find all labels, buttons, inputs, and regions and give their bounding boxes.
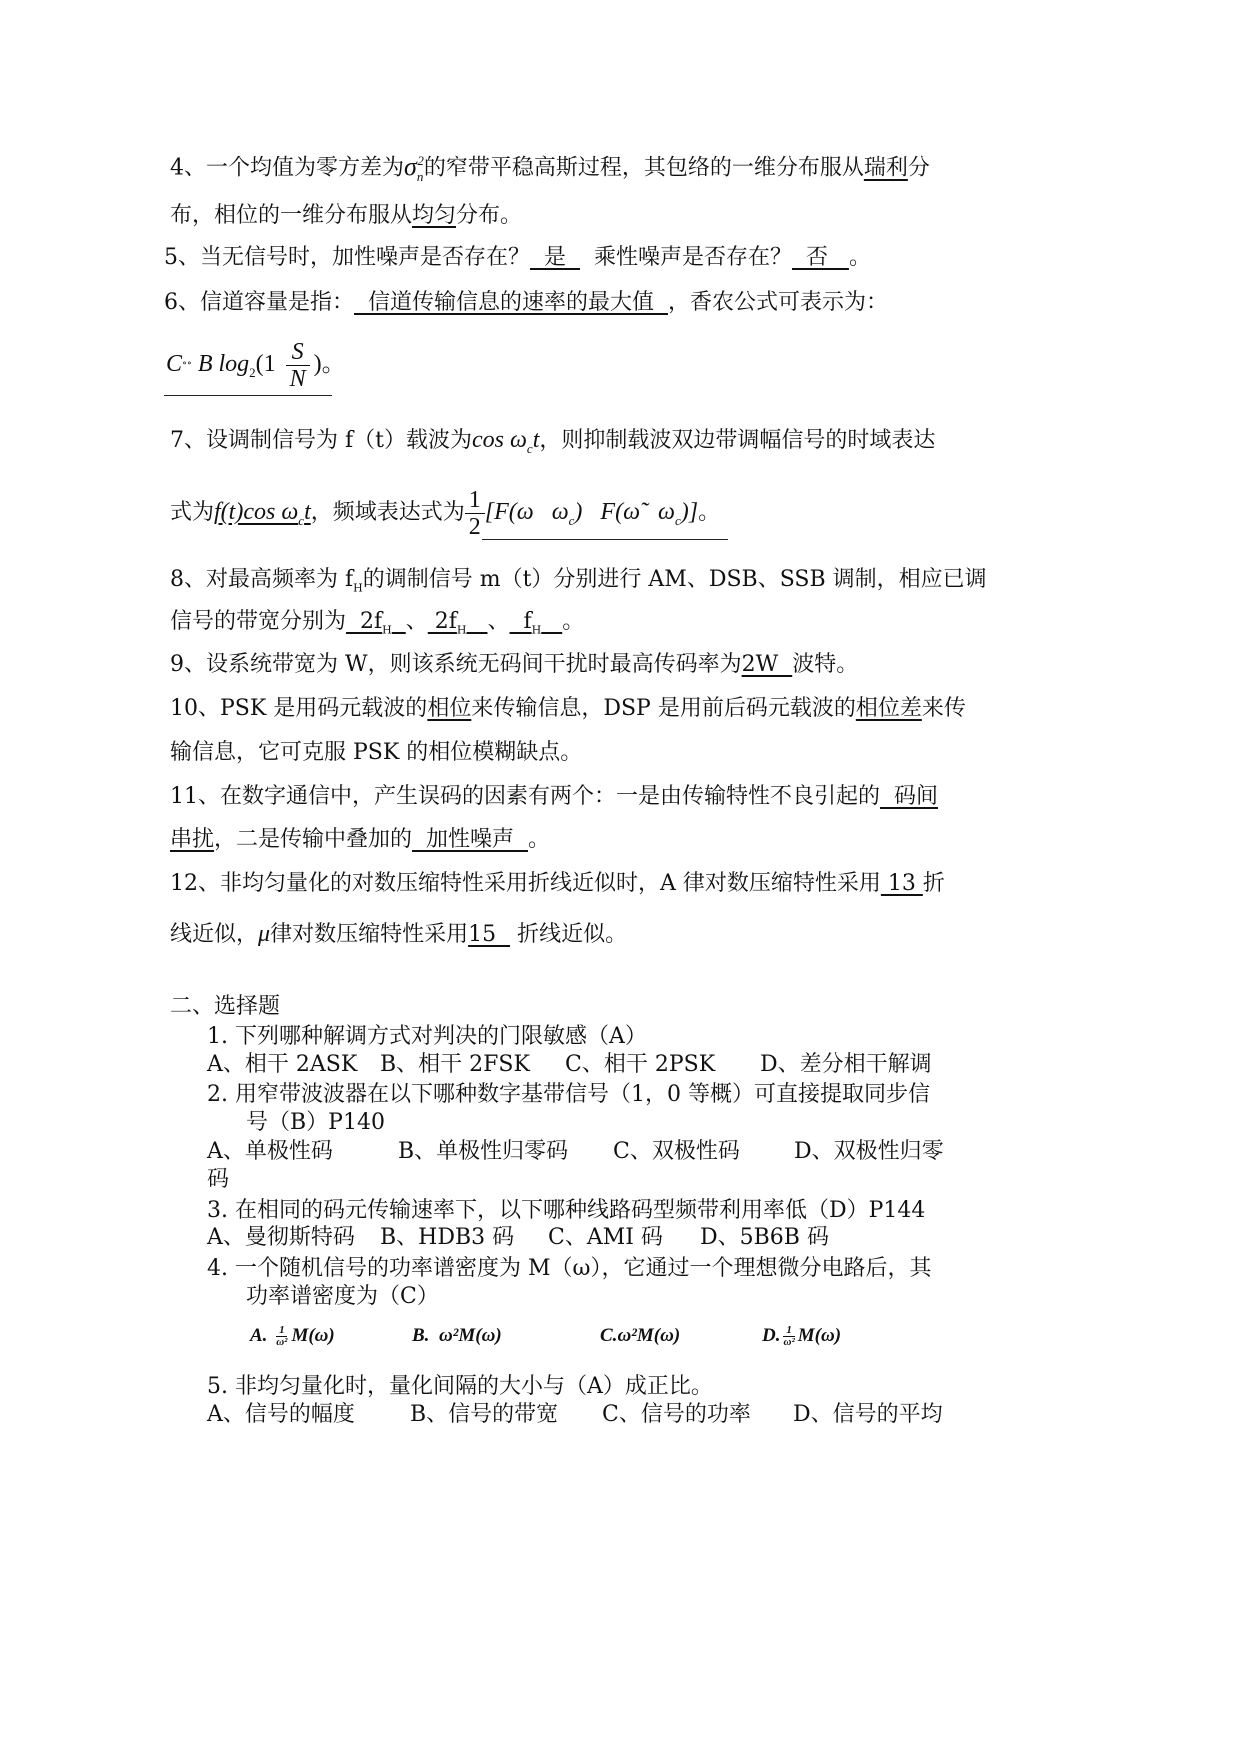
question-7-line2: 式为f(t)cos $\omega_ct$，频域表达式为 $\frac{1}{2}$ [F(ω $\omega_c$) F(ω̃ $\omega_c$)]。 (170, 486, 721, 540)
question-9: 9、设系统带宽为 W，则该系统无码间干扰时最高传码率为2W 波特。 (170, 652, 859, 677)
question-8-line1: 8、对最高频率为 $f_H$的调制信号 m（t）分别进行 AM、DSB、SSB 调制，相应已调 (170, 567, 987, 595)
c5-option-b: B、信号的带宽 (410, 1402, 559, 1427)
q5-answer-2: 否 (791, 245, 849, 270)
c1-option-d: D、差分相干解调 (760, 1052, 932, 1077)
q11-answer-1b: 串扰 (170, 827, 215, 852)
c3-option-a: A、曼彻斯特码 (207, 1225, 355, 1250)
c2-option-b: B、单极性归零码 (398, 1139, 569, 1164)
shannon-formula: C∘∘ B $\log_2(1$ $\frac{S}{N}$ )。 (166, 338, 346, 392)
question-12-line1: 12、非均匀量化的对数压缩特性采用折线近似时，A 律对数压缩特性采用 13 折 (170, 871, 945, 896)
question-4-line2: 布，相位的一维分布服从均匀分布。 (170, 203, 523, 228)
question-10-line2: 输信息，它可克服 PSK 的相位模糊缺点。 (170, 740, 583, 765)
question-6: 6、信道容量是指： 信道传输信息的速率的最大值 ，香农公式可表示为： (164, 290, 888, 315)
c3-option-b: B、HDB3 码 (380, 1225, 515, 1250)
formula-underline (164, 395, 332, 396)
c5-option-d: D、信号的平均 (793, 1402, 943, 1427)
choice-question-4-line2: 功率谱密度为（C） (246, 1284, 439, 1309)
q10-answer-1: 相位 (427, 696, 472, 721)
q8-answer-2: $2f_H$ (427, 609, 467, 637)
choice-question-1: 1. 下列哪种解调方式对判决的门限敏感（A） (207, 1024, 647, 1049)
section-title: 二、选择题 (170, 994, 281, 1019)
c3-option-c: C、AMI 码 (548, 1225, 663, 1250)
q7-time-domain-answer: f(t)cos $\omega_ct$ (214, 499, 311, 528)
q12-answer-1: 13 (880, 871, 923, 896)
q8-answer-3: $f_H$ (509, 609, 542, 637)
q4-text-pre: 4、一个均值为零方差为 (170, 155, 404, 181)
c4-option-d: D. $\frac{1}{\text{ω²}}$ M(ω) (762, 1324, 842, 1349)
sigma-symbol: $\sigma_n^2$ (404, 151, 424, 184)
c5-option-c: C、信号的功率 (602, 1402, 751, 1427)
c2-option-c: C、双极性码 (613, 1139, 740, 1164)
c1-option-a: A、相干 2ASK (207, 1052, 358, 1077)
q11-answer-1a: 码间 (880, 784, 938, 809)
q8-answer-1: $2f_H$ (346, 609, 392, 637)
choice-question-4-line1: 4. 一个随机信号的功率谱密度为 M（ω），它通过一个理想微分电路后，其 (207, 1256, 932, 1281)
question-11-line1: 11、在数字通信中，产生误码的因素有两个：一是由传输特性不良引起的 码间 (170, 784, 938, 809)
question-4-line1: 4、一个均值为零方差为$\sigma_n^2$的窄带平稳高斯过程，其包络的一维分布服从瑞利分 (170, 151, 930, 184)
question-8-line2: 信号的带宽分别为 $2f_H$ 、 $2f_H$ 、 $f_H$ 。 (170, 609, 585, 637)
c4-option-c: C.ω²M(ω) (600, 1325, 681, 1346)
q4-text-mid: 的窄带平稳高斯过程，其包络的一维分布服从 (423, 155, 864, 181)
q5-answer-1: 是 (530, 245, 580, 270)
question-11-line2: 串扰，二是传输中叠加的 加性噪声 。 (170, 827, 551, 852)
mu-symbol: μ (258, 921, 271, 947)
c5-option-a: A、信号的幅度 (207, 1402, 355, 1427)
question-10-line1: 10、PSK 是用码元载波的相位来传输信息，DSP 是用前后码元载波的相位差来传 (170, 696, 966, 721)
question-7-line1: 7、设调制信号为 f（t）载波为$\cos \omega_ct$，则抑制载波双边带调幅信号的时域表达 (170, 427, 936, 456)
choice-question-3: 3. 在相同的码元传输速率下，以下哪种线路码型频带利用率低（D）P144 (207, 1198, 926, 1223)
c2-option-a: A、单极性码 (207, 1139, 333, 1164)
q4-answer-2: 均匀 (412, 203, 457, 228)
c2-option-d-wrap: 码 (207, 1167, 230, 1192)
c1-option-b: B、相干 2FSK (380, 1052, 530, 1077)
q12-answer-2: 15 (468, 922, 511, 947)
question-12-line2: 线近似，μ律对数压缩特性采用15 折线近似。 (170, 921, 628, 947)
c4-option-a: A. $\frac{1}{\text{ω²}}$ M(ω) (250, 1324, 335, 1349)
choice-question-2-line1: 2. 用窄带波波器在以下哪种数字基带信号（1，0 等概）可直接提取同步信 (207, 1082, 930, 1107)
q7-frequency-domain-answer: [F(ω $\omega_c$) F(ω̃ $\omega_c$)] (484, 499, 699, 528)
question-5: 5、当无信号时，加性噪声是否存在？ 是 乘性噪声是否存在？ 否 。 (164, 245, 871, 270)
c4-option-b: B. ω²M(ω) (412, 1325, 502, 1346)
c2-option-d: D、双极性归零 (794, 1139, 944, 1164)
c1-option-c: C、相干 2PSK (565, 1052, 716, 1077)
q10-answer-2: 相位差 (855, 696, 922, 721)
q11-answer-2: 加性噪声 (412, 827, 529, 852)
q9-answer: 2W (741, 652, 793, 677)
q6-answer: 信道传输信息的速率的最大值 (354, 290, 668, 315)
choice-question-5: 5. 非均匀量化时，量化间隔的大小与（A）成正比。 (207, 1374, 713, 1399)
freq-underline (482, 539, 728, 540)
choice-question-2-line2: 号（B）P140 (246, 1110, 385, 1135)
q4-answer-1: 瑞利 (863, 155, 908, 181)
c3-option-d: D、5B6B 码 (700, 1225, 829, 1250)
